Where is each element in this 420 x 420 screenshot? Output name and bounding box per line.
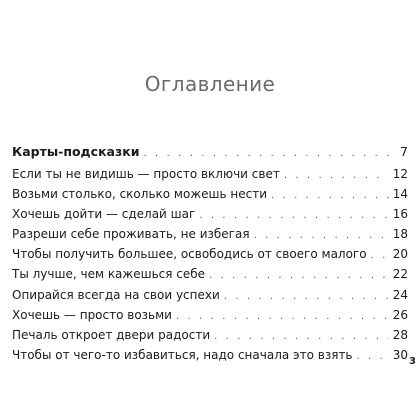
toc-entry-page: 18	[392, 227, 408, 242]
page-number: 3	[409, 356, 416, 367]
toc-entry	[12, 266, 408, 286]
toc-entry-page: 14	[392, 186, 408, 201]
toc-entry-label: Разреши себе проживать, не избегая	[12, 227, 250, 242]
toc-entry	[12, 327, 408, 347]
toc-entry-label: Ты лучше, чем кажешься себе	[12, 267, 206, 282]
table-of-contents	[12, 144, 408, 367]
toc-leader-dots	[224, 289, 389, 305]
toc-entry-label: Если ты не видишь — просто включи свет	[12, 166, 280, 181]
toc-leader-dots	[271, 188, 389, 204]
toc-entry	[12, 166, 408, 186]
toc-entry-label: Хочешь дойти — сделай шаг	[12, 206, 196, 221]
page-title: Оглавление	[144, 72, 276, 96]
toc-entry	[12, 144, 408, 166]
toc-entry-page: 7	[400, 144, 408, 159]
toc-entry-page: 24	[392, 287, 408, 302]
toc-entry	[12, 226, 408, 246]
toc-entry-label: Опирайся всегда на свои успехи	[12, 287, 220, 302]
toc-entry-page: 20	[392, 247, 408, 262]
toc-entry	[12, 186, 408, 206]
toc-entry-page: 30	[392, 348, 408, 363]
toc-entry-page: 22	[392, 267, 408, 282]
toc-entry-label: Чтобы получить большее, освободись от своего малого	[12, 247, 367, 262]
toc-entry-page: 26	[392, 307, 408, 322]
toc-leader-dots	[371, 248, 389, 264]
toc-leader-dots	[199, 208, 388, 224]
toc-leader-dots	[144, 146, 391, 162]
toc-entry-label: Возьми столько, сколько можешь нести	[12, 186, 267, 201]
toc-entry	[12, 287, 408, 307]
toc-entry-page: 28	[392, 328, 408, 342]
toc-entry	[12, 206, 408, 226]
toc-leader-dots	[284, 168, 389, 184]
toc-entry-label: Печаль откроет двери радости	[12, 328, 211, 342]
toc-leader-dots	[357, 349, 389, 365]
toc-entry-page: 16	[392, 206, 408, 221]
toc-entry-label: Карты-подсказки	[12, 144, 140, 159]
toc-entry-label: Чтобы от чего-то избавиться, надо сначала это взять	[12, 348, 353, 363]
toc-entry-page: 12	[392, 166, 408, 181]
toc-leader-dots	[209, 268, 389, 284]
toc-entry	[12, 246, 408, 266]
toc-entry-label: Хочешь — просто возьми	[12, 307, 172, 322]
toc-entry	[12, 307, 408, 327]
toc-entry	[12, 347, 408, 367]
toc-leader-dots	[254, 228, 389, 244]
toc-leader-dots	[214, 329, 389, 345]
toc-leader-dots	[176, 309, 389, 325]
